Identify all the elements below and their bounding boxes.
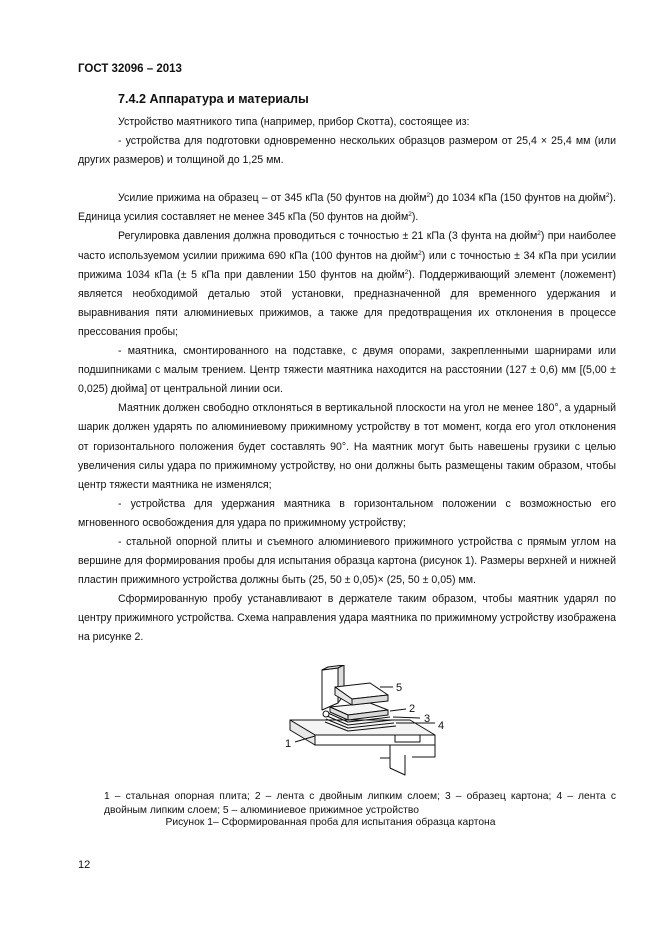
paragraph-holding-device: - устройства для удержания маятника в горизонтальном положении с возможностью его мгновенного освобождения для удара по прижимному устройству; bbox=[78, 497, 616, 529]
leader-line-2 bbox=[390, 709, 406, 711]
section-title: 7.4.2 Аппаратура и материалы bbox=[118, 92, 309, 106]
superscript: 2 bbox=[605, 192, 610, 200]
text-run: Регулировка давления должна проводиться с точностью ± 21 кПа (3 фунта на дюйм bbox=[118, 230, 538, 243]
superscript: 2 bbox=[426, 192, 431, 200]
label-2: 2 bbox=[409, 703, 416, 715]
figure-legend bbox=[104, 790, 616, 817]
paragraph-sample-device: - устройства для подготовки одновременно нескольких образцов размером от 25,4 × 25,4 мм (или других размеров) и толщиной до 1,25 мм. bbox=[78, 135, 616, 167]
body-text bbox=[78, 113, 616, 648]
text-run: Усилие прижима на образец – от 345 кПа (50 фунтов на дюйм bbox=[118, 192, 427, 205]
paragraph-sample-placement: Сформированную пробу устанавливают в держателе таким образом, чтобы маятник ударял по центру прижимного устройства. Схема направления удара маятника по прижимному устройству изображена на рисунке 2. bbox=[78, 593, 616, 644]
paragraph-intro: Устройство маятникого типа (например, прибор Скотта), состоящее из: bbox=[118, 116, 470, 128]
aluminum-press-block bbox=[335, 683, 388, 705]
text-run: ). Поддерживающий элемент (ложемент) является необходимой деталью этой установки, предназначенной для временного удержания и выравнивания пяти алюминиевых прижимов, а также для предотвращения их отклонения в процессе прессования пробы; bbox=[78, 268, 617, 338]
superscript: 2 bbox=[408, 211, 412, 219]
superscript: 2 bbox=[537, 230, 541, 238]
text-run: ) или с точностью ± 34 кПа при усилии прижима 1034 кПа (± 5 кПа при давлении 150 фунтов на дюйм bbox=[78, 249, 616, 281]
page-number: 12 bbox=[78, 859, 91, 871]
steel-base-plate bbox=[290, 720, 435, 758]
leader-line-3 bbox=[393, 717, 420, 718]
label-1: 1 bbox=[285, 738, 292, 750]
document-header: ГОСТ 32096 – 2013 bbox=[78, 63, 182, 75]
superscript: 2 bbox=[404, 268, 409, 276]
text-run: ). bbox=[411, 211, 419, 224]
paragraph-adjustment bbox=[78, 227, 616, 342]
figure-legend-text: 1 – стальная опорная плита; 2 – лента с двойным липким слоем; 3 – образец картона; 4 – лента с двойным липким слоем; 5 – алюминиевое прижимное устройство bbox=[104, 791, 616, 816]
superscript: 2 bbox=[418, 249, 422, 257]
paragraph-pressure bbox=[78, 189, 616, 227]
label-3: 3 bbox=[424, 713, 431, 725]
text-run: ). Единица усилия составляет не менее 345 кПа (50 фунтов на дюйм bbox=[78, 192, 616, 224]
paragraph-pendulum: - маятника, смонтированного на подставке, с двумя опорами, закрепленными шарнирами или подшипниками с малым трением. Центр тяжести маятника находится на расстоянии (127 ± 0,6) мм [(5,00 ± 0,025) дюйма] от центральной линии оси. bbox=[78, 345, 616, 396]
label-5: 5 bbox=[396, 682, 403, 694]
text-run: ) до 1034 кПа (150 фунтов на дюйм bbox=[430, 192, 606, 205]
ball-marker bbox=[323, 711, 329, 717]
label-4: 4 bbox=[438, 720, 445, 732]
text-run: ) при наиболее часто используемом усилии прижима 690 кПа (100 фунтов на дюйм bbox=[78, 230, 617, 262]
paragraph-steel-plate: - стальной опорной плиты и съемного алюминиевого прижимного устройства с прямым углом на вершине для формирования пробы для испытания образца картона (рисунок 1). Размеры верхней и нижней пластин прижимного устройства должны быть (25, 50 ± 0,05)× (25, 50 ± 0,05) мм. bbox=[78, 535, 616, 587]
sample-figure bbox=[280, 665, 460, 785]
figure-title: Рисунок 1– Сформированная проба для испытания образца картона bbox=[165, 817, 496, 828]
paragraph-pendulum-swing: Маятник должен свободно отклоняться в вертикальной плоскости на угол не менее 180°, а ударный шарик должен ударять по алюминиевому прижимному устройству в тот момент, когда его угол отклонения от горизонтального положения будет составлять 90°. На маятник могут быть навешены грузики с целью увеличения силы удара по прижимному устройству, но они должны быть размещены таким образом, чтобы центр тяжести маятника не изменялся; bbox=[78, 402, 616, 491]
